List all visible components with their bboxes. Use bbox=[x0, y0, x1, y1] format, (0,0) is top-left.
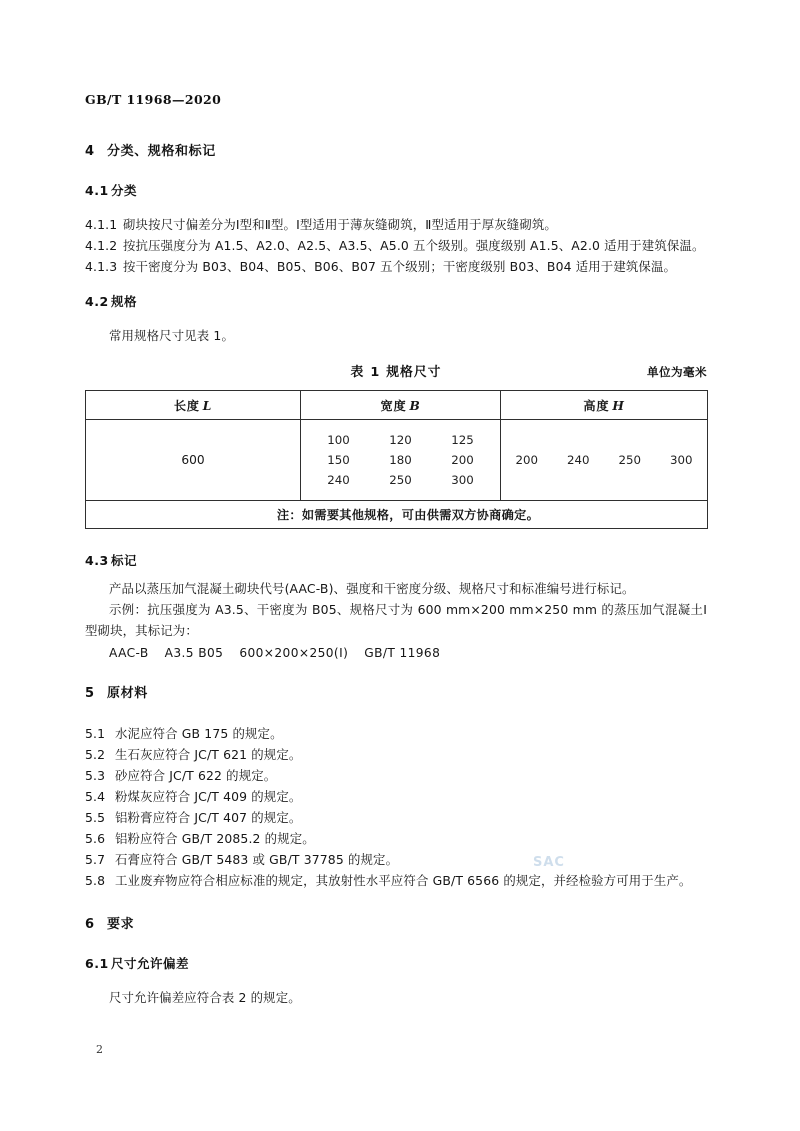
heading-section-4 bbox=[85, 140, 707, 159]
table-row bbox=[86, 420, 708, 501]
table1-caption-number: 1 bbox=[370, 365, 381, 380]
spacer bbox=[85, 660, 707, 682]
heading-section-6-title: 要求 bbox=[107, 917, 135, 932]
table1-width-row bbox=[308, 433, 494, 447]
heading-section-5 bbox=[85, 682, 707, 701]
heading-section-6-number: 6 bbox=[85, 917, 95, 932]
clause-5-5-text: 铝粉膏应符合 JC/T 407 的规定。 bbox=[115, 810, 302, 825]
table1-width-value: 120 bbox=[389, 433, 412, 447]
heading-section-6-1-title: 尺寸允许偏差 bbox=[111, 956, 190, 971]
spacer bbox=[85, 277, 707, 292]
clause-5-1 bbox=[85, 723, 707, 744]
clause-4-1-3-label: 4.1.3 bbox=[85, 259, 118, 274]
spacer bbox=[85, 529, 707, 551]
heading-section-4-title: 分类、规格和标记 bbox=[107, 144, 216, 159]
clause-4-3-para2: 示例：抗压强度为 A3.5、干密度为 B05、规格尺寸为 600 mm×200 mm×250 mm 的蒸压加气混凝土Ⅰ型砌块，其标记为： bbox=[85, 602, 707, 638]
table1-width-value: 125 bbox=[451, 433, 474, 447]
heading-section-4-3 bbox=[85, 551, 707, 569]
clause-4-1-3-text: 按干密度分为 B03、B04、B05、B06、B07 五个级别；干密度级别 B03、B04 适用于建筑保温。 bbox=[123, 259, 677, 274]
table1-cell-length-values: 600 bbox=[86, 420, 301, 501]
table1-width-row bbox=[308, 453, 494, 467]
table1-unit-note: 单位为毫米 bbox=[647, 365, 707, 379]
table1-header-length-text: 长度 bbox=[173, 398, 200, 413]
heading-section-6-1 bbox=[85, 954, 707, 972]
clause-5-4 bbox=[85, 786, 707, 807]
clause-5-3-text: 砂应符合 JC/T 622 的规定。 bbox=[115, 768, 277, 783]
table1-height-value: 300 bbox=[669, 453, 693, 467]
clause-5-7-text: 石膏应符合 GB/T 5483 或 GB/T 37785 的规定。 bbox=[115, 852, 399, 867]
spacer bbox=[85, 199, 707, 214]
clause-6-1-body: 尺寸允许偏差应符合表 2 的规定。 bbox=[109, 990, 301, 1005]
clause-4-1-3 bbox=[85, 256, 707, 277]
table1-width-value: 240 bbox=[327, 473, 350, 487]
clause-5-7 bbox=[85, 849, 707, 870]
clause-5-4-text: 粉煤灰应符合 JC/T 409 的规定。 bbox=[115, 789, 302, 804]
clause-5-5-label: 5.5 bbox=[85, 810, 106, 825]
clause-5-6-text: 铝粉应符合 GB/T 2085.2 的规定。 bbox=[115, 831, 315, 846]
heading-section-4-1-title: 分类 bbox=[111, 183, 138, 198]
table1-cell-width-values bbox=[301, 420, 501, 501]
heading-section-4-2-title: 规格 bbox=[111, 294, 138, 309]
clause-5-1-label: 5.1 bbox=[85, 726, 106, 741]
table-row-header bbox=[86, 391, 708, 420]
clause-4-1-1-text: 砌块按尺寸偏差分为Ⅰ型和Ⅱ型。Ⅰ型适用于薄灰缝砌筑，Ⅱ型适用于厚灰缝砌筑。 bbox=[123, 217, 557, 232]
clause-5-1-text: 水泥应符合 GB 175 的规定。 bbox=[115, 726, 283, 741]
heading-section-4-3-title: 标记 bbox=[111, 553, 138, 568]
table1-caption-title: 规格尺寸 bbox=[386, 365, 442, 380]
table1-caption-label: 表 bbox=[350, 365, 365, 380]
table1-width-row bbox=[308, 473, 494, 487]
heading-section-6-1-number: 6.1 bbox=[85, 956, 109, 971]
clause-5-6-label: 5.6 bbox=[85, 831, 106, 846]
table1-header-width-text: 宽度 bbox=[380, 398, 407, 413]
marking-example-dimensions: 600×200×250(Ⅰ) bbox=[239, 646, 349, 660]
table1-header-width bbox=[301, 391, 501, 420]
spacer bbox=[85, 972, 707, 987]
clause-5-5 bbox=[85, 807, 707, 828]
heading-section-4-number: 4 bbox=[85, 144, 95, 159]
table1-note: 注：如需要其他规格，可由供需双方协商确定。 bbox=[86, 501, 708, 529]
table1-width-value: 150 bbox=[327, 453, 350, 467]
clause-5-8-text: 工业废弃物应符合相应标准的规定，其放射性水平应符合 GB/T 6566 的规定，并经检验方可用于生产。 bbox=[115, 873, 692, 888]
clause-5-8-label: 5.8 bbox=[85, 873, 106, 888]
table1-height-value: 240 bbox=[566, 453, 590, 467]
table1-header-width-symbol: B bbox=[409, 398, 421, 413]
table1-height-row bbox=[501, 453, 707, 467]
clause-5-4-label: 5.4 bbox=[85, 789, 106, 804]
clause-4-1-2-text: 按抗压强度分为 A1.5、A2.0、A2.5、A3.5、A5.0 五个级别。强度级别 A1.5、A2.0 适用于建筑保温。 bbox=[123, 238, 705, 253]
clause-5-7-label: 5.7 bbox=[85, 852, 106, 867]
table1-width-value: 200 bbox=[451, 453, 474, 467]
table1-spec-dimensions bbox=[85, 390, 708, 529]
table1-header-length-symbol: L bbox=[202, 398, 213, 413]
clause-4-1-2-label: 4.1.2 bbox=[85, 238, 118, 253]
heading-section-4-2 bbox=[85, 292, 707, 310]
clause-5-3 bbox=[85, 765, 707, 786]
table1-height-value: 200 bbox=[515, 453, 539, 467]
spacer bbox=[85, 891, 707, 913]
clause-5-8 bbox=[85, 870, 707, 891]
page-content bbox=[85, 140, 707, 1008]
heading-section-4-1 bbox=[85, 181, 707, 199]
heading-section-4-1-number: 4.1 bbox=[85, 183, 109, 198]
running-header-standard-number: GB/T 11968—2020 bbox=[85, 92, 222, 107]
clause-4-2-body: 常用规格尺寸见表 1。 bbox=[109, 328, 234, 343]
spacer bbox=[85, 346, 707, 361]
table-row-note bbox=[86, 501, 708, 529]
table1-width-value: 100 bbox=[327, 433, 350, 447]
table1-width-value: 180 bbox=[389, 453, 412, 467]
marking-example-grades: A3.5 B05 bbox=[164, 646, 224, 660]
table1-width-grid bbox=[301, 433, 500, 487]
clause-4-3-para1: 产品以蒸压加气混凝土砌块代号(AAC-B)、强度和干密度分级、规格尺寸和标准编号进行标记。 bbox=[109, 581, 635, 596]
clause-5-2 bbox=[85, 744, 707, 765]
clause-5-3-label: 5.3 bbox=[85, 768, 106, 783]
heading-section-4-3-number: 4.3 bbox=[85, 553, 109, 568]
page-number: 2 bbox=[96, 1043, 103, 1056]
spacer bbox=[85, 159, 707, 181]
clause-4-1-2 bbox=[85, 235, 707, 256]
table1-header-length bbox=[86, 391, 301, 420]
table1-height-value: 250 bbox=[618, 453, 642, 467]
heading-section-4-2-number: 4.2 bbox=[85, 294, 109, 309]
clause-5-6 bbox=[85, 828, 707, 849]
marking-example-standard: GB/T 11968 bbox=[364, 646, 441, 660]
clause-5-2-text: 生石灰应符合 JC/T 621 的规定。 bbox=[115, 747, 302, 762]
spacer bbox=[85, 569, 707, 578]
marking-example-code: AAC-B bbox=[109, 646, 149, 660]
table1-header-height-symbol: H bbox=[612, 398, 625, 413]
table1-header-height-text: 高度 bbox=[583, 398, 610, 413]
sac-watermark: SAC bbox=[533, 855, 565, 870]
table1-cell-height-values bbox=[501, 420, 708, 501]
spacer bbox=[85, 701, 707, 723]
table1-width-value: 250 bbox=[389, 473, 412, 487]
marking-example-line bbox=[85, 646, 707, 660]
table1-header-height bbox=[501, 391, 708, 420]
clause-4-1-1-label: 4.1.1 bbox=[85, 217, 118, 232]
spacer bbox=[85, 932, 707, 954]
spacer bbox=[85, 310, 707, 325]
heading-section-5-number: 5 bbox=[85, 686, 95, 701]
clause-4-1-1 bbox=[85, 214, 707, 235]
table1-width-value: 300 bbox=[451, 473, 474, 487]
heading-section-5-title: 原材料 bbox=[107, 686, 148, 701]
clause-5-2-label: 5.2 bbox=[85, 747, 106, 762]
heading-section-6 bbox=[85, 913, 707, 932]
